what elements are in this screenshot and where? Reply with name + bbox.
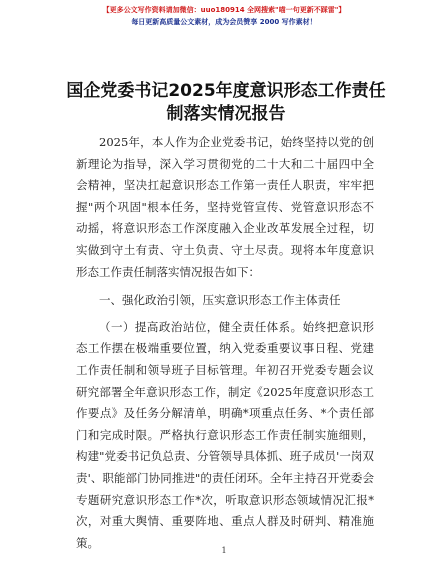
promo-banner-line-1: 【更多公文写作资料请加微信：uuo180914 全网搜索"喵一句更新不踩雷"】 bbox=[102, 6, 346, 14]
page-number: 1 bbox=[221, 546, 227, 555]
document-title: 国企党委书记2025年度意识形态工作责任制落实情况报告 bbox=[66, 81, 386, 124]
document-body bbox=[76, 132, 374, 554]
section-heading: 一、强化政治引领，压实意识形态工作主体责任 bbox=[99, 293, 341, 308]
section-paragraph: （一）提高政治站位，健全责任体系。始终把意识形态工作摆在极端重要位置，纳入党委重要议事日程、党建工作责任制和领导班子目标管理。年初召开党委专题会议研究部署全年意识形态工作，制定《2025年度意识形态工作要点》及任务分解清单，明确*项重点任务、*个责任部门和完成时限。严格执行意识形态工作责任制实施细则，构建"党委书记负总责、分管领导具体抓、班子成员'一岗双责'、职能部门协同推进"的责任闭环。全年主持召开党委会专题研究意识形态工作*次，听取意识形态领域情况汇报*次，对重大舆情、重要阵地、重点人群及时研判、精准施策。 bbox=[76, 319, 374, 550]
intro-paragraph: 2025年，本人作为企业党委书记，始终坚持以党的创新理论为指导，深入学习贯彻党的二十大和二十届四中全会精神，坚决扛起意识形态工作第一责任人职责，牢牢把握"两个巩固"根本任务，坚持党管宣传、党管意识形态不动摇，将意识形态工作深度融入企业改革发展全过程，切实做到守土有责、守土负责、守土尽责。现将本年度意识形态工作责任制落实情况报告如下： bbox=[76, 135, 374, 279]
promo-banner-line-2: 每日更新高质量公文素材，成为会员赞享 2000 写作素材！ bbox=[131, 18, 317, 26]
